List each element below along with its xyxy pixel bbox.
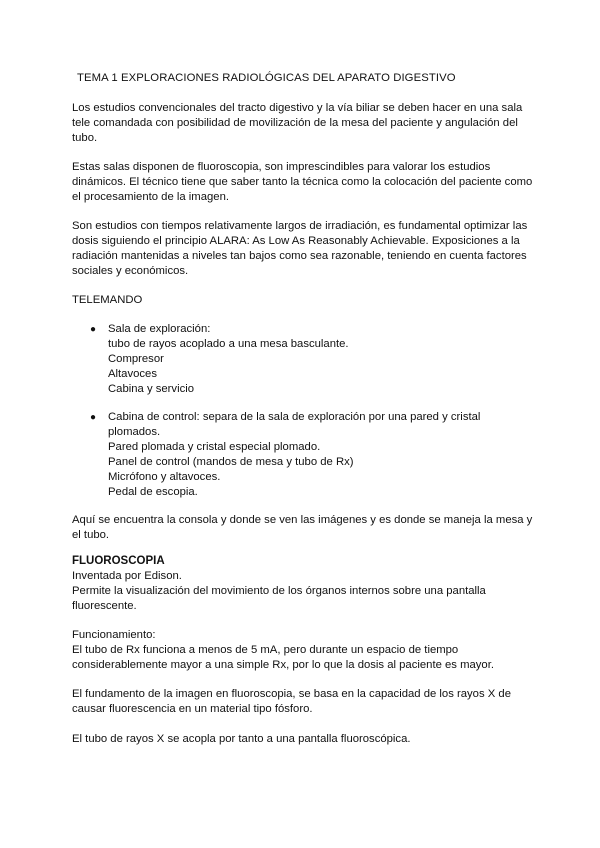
paragraph-pantalla [72, 732, 532, 747]
paragraph-line: El tubo de Rx funciona a menos de 5 mA, pero durante un espacio de tiempo [72, 644, 459, 656]
heading-text: FLUOROSCOPIA [72, 555, 165, 567]
paragraph-line: Permite la visualización del movimiento de los órganos internos sobre una pantalla [72, 585, 486, 597]
list-item [108, 322, 349, 397]
paragraph-line: El fundamento de la imagen en fluoroscopia, se basa en la capacidad de los rayos X de [72, 688, 511, 700]
list-item-line: Compresor [108, 353, 164, 365]
bullet-icon: ● [90, 412, 97, 423]
paragraph-line: dosis siguiendo el principio ALARA: As Low As Reasonably Achievable. Exposiciones a la [72, 235, 520, 247]
title-text: TEMA 1 EXPLORACIONES RADIOLÓGICAS DEL APARATO DIGESTIVO [77, 72, 456, 84]
paragraph-alara [72, 219, 532, 279]
list-item-line: Sala de exploración: [108, 323, 211, 335]
paragraph-line: radiación mantenidas a niveles tan bajos como sea razonable, teniendo en cuenta factores [72, 250, 527, 262]
section-heading-fluoroscopia [72, 554, 532, 569]
list-item [108, 410, 480, 500]
paragraph-line: tubo. [72, 132, 98, 144]
paragraph-line: Inventada por Edison. [72, 570, 182, 582]
paragraph-salas [72, 160, 532, 205]
paragraph-edison [72, 569, 532, 614]
paragraph-intro [72, 101, 532, 146]
paragraph-line: Estas salas disponen de fluoroscopia, son imprescindibles para valorar los estudios [72, 161, 491, 173]
paragraph-line: tele comandada con posibilidad de movilización de la mesa del paciente y angulación del [72, 117, 518, 129]
paragraph-line: considerablemente mayor a una simple Rx, por lo que la dosis al paciente es mayor. [72, 659, 494, 671]
list-item-line: tubo de rayos acoplado a una mesa basculante. [108, 338, 349, 350]
paragraph-line: El tubo de rayos X se acopla por tanto a una pantalla fluoroscópica. [72, 733, 411, 745]
paragraph-line: Son estudios con tiempos relativamente largos de irradiación, es fundamental optimizar las [72, 220, 528, 232]
paragraph-line: Los estudios convencionales del tracto digestivo y la vía biliar se deben hacer en una sala [72, 102, 523, 114]
heading-text: TELEMANDO [72, 294, 143, 306]
list-item-line: Pared plomada y cristal especial plomado. [108, 441, 321, 453]
paragraph-line: el procesamiento de la imagen. [72, 191, 229, 203]
list-item-line: plomados. [108, 426, 161, 438]
section-heading-telemando [72, 293, 532, 308]
paragraph-line: fluorescente. [72, 600, 137, 612]
paragraph-line: Aquí se encuentra la consola y donde se ven las imágenes y es donde se maneja la mesa y [72, 514, 533, 526]
paragraph-line: causar fluorescencia en un material tipo fósforo. [72, 703, 313, 715]
list-item-line: Cabina y servicio [108, 383, 195, 395]
bullet-icon: ● [90, 324, 97, 335]
paragraph-consola [72, 513, 532, 543]
paragraph-fundamento [72, 687, 532, 717]
paragraph-line: sociales y económicos. [72, 265, 189, 277]
paragraph-line: el tubo. [72, 529, 110, 541]
paragraph-funcionamiento [72, 628, 532, 673]
paragraph-line: Funcionamiento: [72, 629, 156, 641]
document-title [77, 71, 537, 86]
paragraph-line: dinámicos. El técnico tiene que saber tanto la técnica como la colocación del paciente como [72, 176, 533, 188]
list-item-line: Cabina de control: separa de la sala de exploración por una pared y cristal [108, 411, 481, 423]
list-item-line: Panel de control (mandos de mesa y tubo de Rx) [108, 456, 354, 468]
list-item-line: Pedal de escopia. [108, 486, 198, 498]
list-item-line: Altavoces [108, 368, 157, 380]
list-item-line: Micrófono y altavoces. [108, 471, 221, 483]
